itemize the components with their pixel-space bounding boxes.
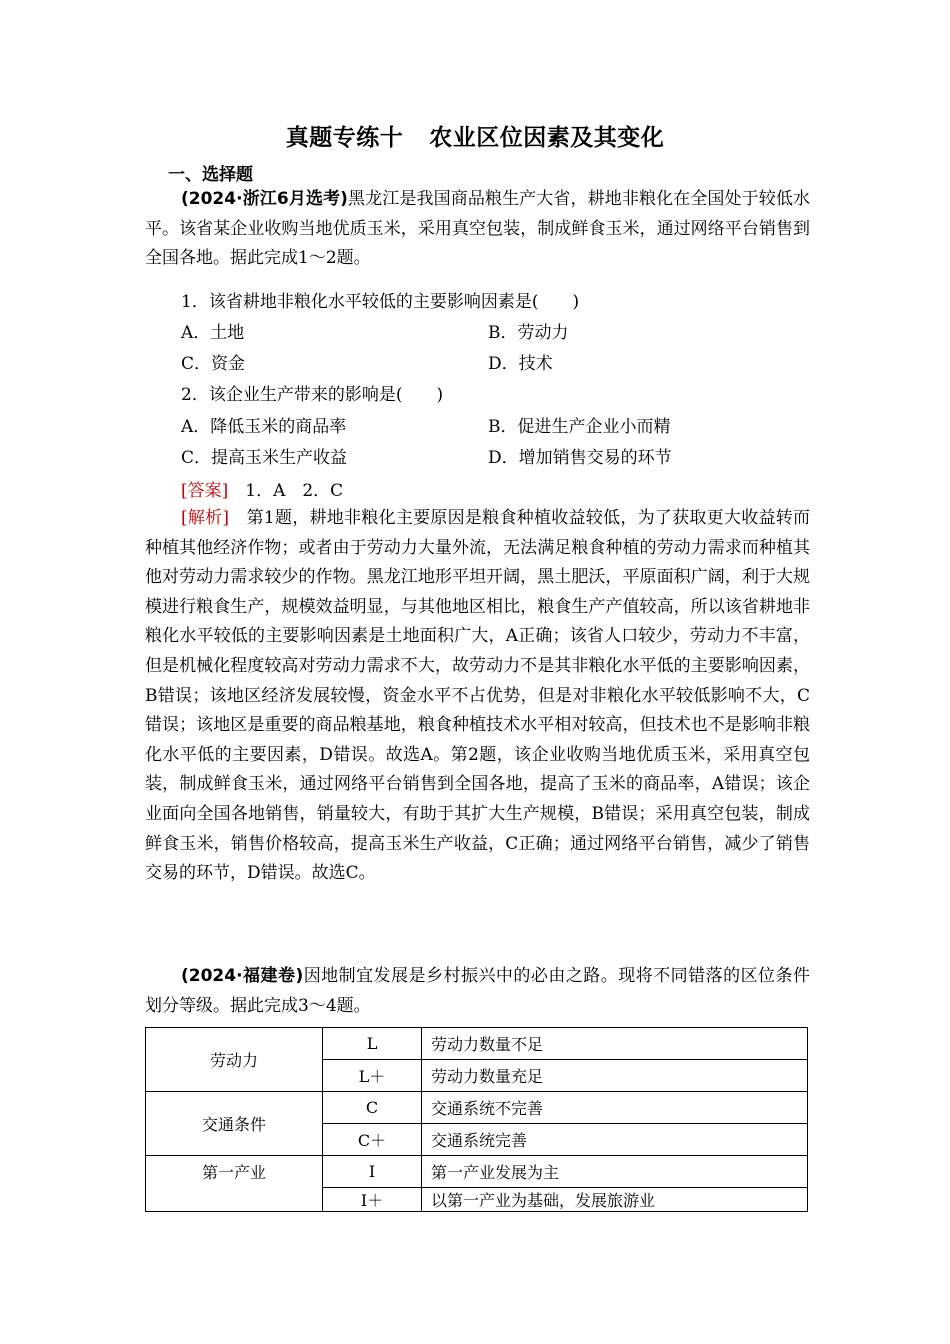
code-cell: L＋ [323, 1060, 422, 1092]
passage-1-source: (2024·浙江6月选考) [181, 189, 348, 209]
description-cell: 劳动力数量充足 [422, 1060, 808, 1092]
description-cell: 交通系统完善 [422, 1124, 808, 1156]
answer-line [181, 476, 343, 501]
title-part-2: 农业区位因素及其变化 [429, 125, 665, 151]
category-cell: 交通条件 [146, 1092, 323, 1156]
question-2-stem: 2．该企业生产带来的影响是( ) [181, 385, 444, 405]
code-cell: C＋ [323, 1124, 422, 1156]
code-cell: I [323, 1156, 422, 1188]
analysis-label: [解析] [181, 508, 230, 528]
page-title [0, 119, 950, 152]
passage-2-text: 因地制宜发展是乡村振兴中的必由之路。现将不同错落的区位条件划分等级。据此完成3～4题。 [145, 966, 811, 1016]
question-2-option-c: C．提高玉米生产收益 [181, 448, 348, 468]
section-heading: 一、选择题 [168, 165, 253, 185]
category-cell: 劳动力 [146, 1028, 323, 1092]
passage-1-text: 黑龙江是我国商品粮生产大省，耕地非粮化在全国处于较低水平。该省某企业收购当地优质玉米，采用真空包装，制成鲜食玉米，通过网络平台销售到全国各地。据此完成1～2题。 [145, 189, 811, 269]
passage-2 [145, 962, 810, 1021]
description-cell: 以第一产业为基础，发展旅游业 [422, 1188, 808, 1212]
table-row [146, 1156, 808, 1188]
analysis-text: 第1题，耕地非粮化主要原因是粮食种植收益较低，为了获取更大收益转而种植其他经济作物；或者由于劳动力大量外流，无法满足粮食种植的劳动力需求而种植其他对劳动力需求较少的作物。黑龙江地形平坦开阔，黑土肥沃，平原面积广阔，利于大规模进行粮食生产，规模效益明显，与其他地区相比，粮食生产产值较高，所以该省耕地非粮化水平较低的主要影响因素是土地面积广大，A正确；该省人口较少，劳动力不丰富，但是机械化程度较高对劳动力需求不大，故劳动力不是其非粮化水平低的主要影响因素，B错误；该地区经济发展较慢，资金水平不占优势，但是对非粮化水平较低影响不大，C错误；该地区是重要的商品粮基地，粮食种植技术水平相对较高，但技术也不是影响非粮化水平低的主要因素，D错误。故选A。第2题，该企业收购当地优质玉米，采用真空包装，制成鲜食玉米，通过网络平台销售到全国各地，提高了玉米的商品率，A错误；该企业面向全国各地销售，销量较大，有助于其扩大生产规模，B错误；采用真空包装，制成鲜食玉米，销售价格较高，提高玉米生产收益，C正确；通过网络平台销售，减少了销售交易的环节，D错误。故选C。 [145, 508, 810, 884]
description-cell: 交通系统不完善 [422, 1092, 808, 1124]
passage-2-source: (2024·福建卷) [181, 966, 304, 986]
question-2-option-d: D．增加销售交易的环节 [488, 448, 672, 468]
question-2-option-a: A．降低玉米的商品率 [181, 417, 347, 437]
description-cell: 第一产业发展为主 [422, 1156, 808, 1188]
table-row [146, 1028, 808, 1060]
table-row [146, 1092, 808, 1124]
question-1-option-b: B．劳动力 [488, 323, 569, 343]
category-cell: 第一产业 [146, 1156, 323, 1212]
question-1-option-a: A．土地 [181, 323, 245, 343]
code-cell: I＋ [323, 1188, 422, 1212]
code-cell: L [323, 1028, 422, 1060]
title-part-1: 真题专练十 [285, 125, 404, 151]
question-1-option-c: C．资金 [181, 354, 246, 374]
location-factor-table [145, 1027, 808, 1212]
answer-label: [答案] [181, 481, 229, 501]
code-cell: C [323, 1092, 422, 1124]
question-2-option-b: B．促进生产企业小而精 [488, 417, 671, 437]
answer-text: 1．A 2．C [228, 481, 344, 501]
description-cell: 劳动力数量不足 [422, 1028, 808, 1060]
passage-1 [145, 185, 810, 274]
analysis-paragraph [145, 504, 810, 889]
question-1-stem: 1．该省耕地非粮化水平较低的主要影响因素是( ) [181, 292, 580, 312]
question-1-option-d: D．技术 [488, 354, 553, 374]
